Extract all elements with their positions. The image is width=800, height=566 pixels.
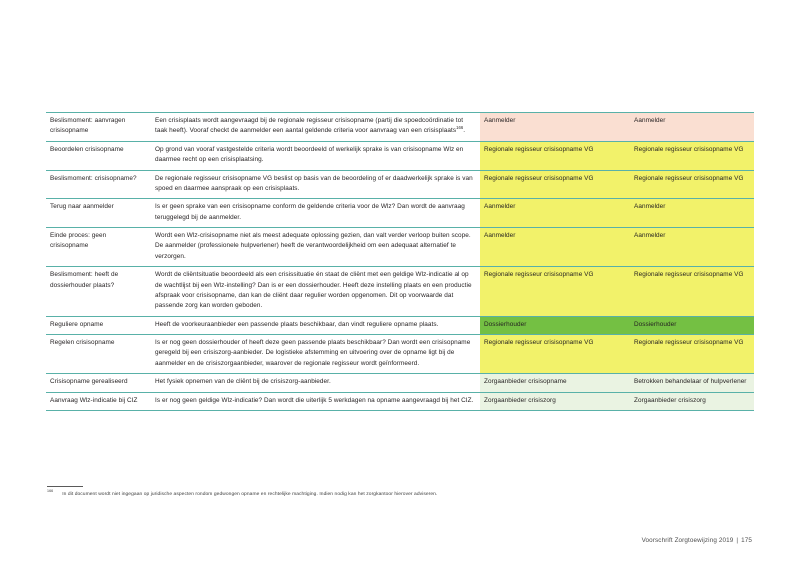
responsible-actor-secondary: Regionale regisseur crisisopname VG	[630, 170, 754, 199]
table-row	[46, 374, 754, 392]
responsible-actor-primary: Regionale regisseur crisisopname VG	[480, 170, 630, 199]
table-row	[46, 316, 754, 334]
footnote	[47, 491, 747, 498]
table-row	[46, 335, 754, 374]
footer-separator: |	[736, 537, 739, 544]
process-step-label: Reguliere opname	[46, 316, 151, 334]
table-row	[46, 141, 754, 170]
responsible-actor-secondary: Aanmelder	[630, 228, 754, 267]
process-step-description	[151, 113, 480, 142]
responsible-actor-primary: Regionale regisseur crisisopname VG	[480, 267, 630, 317]
process-step-label: Beslismoment: aanvragen crisisopname	[46, 113, 151, 142]
description-text: Wordt de cliëntsituatie beoordeeld als een crisissituatie én staat de cliënt met een geldige Wlz-indicatie al op de wachtlijst bij een Wlz-instelling? Dan is er een dossierhouder. Heeft deze instelling plaats en een productie afspraak voor crisisopname, dan kan de cliënt daar regulier worden opgenomen. Dit op voorwaarde dat passende zorg kan worden geboden.	[155, 271, 472, 310]
process-step-description	[151, 374, 480, 392]
responsible-actor-primary: Regionale regisseur crisisopname VG	[480, 335, 630, 374]
page-footer	[642, 537, 752, 544]
description-suffix: .	[463, 127, 466, 135]
responsible-actor-primary: Regionale regisseur crisisopname VG	[480, 141, 630, 170]
description-text: De regionale regisseur crisisopname VG beslist op basis van de beoordeling of er daadwerkelijk sprake is van spoed en daarmee aanspraak op een crisisplaats.	[155, 174, 473, 192]
footnote-separator-rule	[47, 486, 83, 487]
footer-document-title: Voorschrift Zorgtoewijzing 2019	[641, 537, 734, 544]
footnote-marker: 166	[47, 489, 54, 494]
description-text: Op grond van vooraf vastgestelde criteria wordt beoordeeld of werkelijk sprake is van crisisopname Wlz en daarmee recht op een crisisplaatsing.	[155, 145, 464, 164]
description-text: Een crisisplaats wordt aangevraagd bij de regionale regisseur crisisopname (partij die spoedcoördinatie tot taak heeft). Vooraf checkt de aanmelder een aantal geldende criteria voor aanvraag van een crisisplaats	[155, 117, 464, 135]
process-table-container	[46, 112, 754, 411]
description-text: Is er geen sprake van een crisisopname conform de geldende criteria voor de Wlz? Dan wordt de aanvraag teruggelegd bij de aanmelder.	[155, 203, 465, 221]
process-step-label: Regelen crisisopname	[46, 335, 151, 374]
process-step-label: Terug naar aanmelder	[46, 199, 151, 228]
process-step-label: Aanvraag Wlz-indicatie bij CIZ	[46, 392, 151, 410]
process-step-description	[151, 170, 480, 199]
process-step-label: Crisisopname gerealiseerd	[46, 374, 151, 392]
responsible-actor-secondary: Regionale regisseur crisisopname VG	[630, 267, 754, 317]
process-step-description	[151, 199, 480, 228]
footnote-text: In dit document wordt niet ingegaan op juridische aspecten rondom gedwongen opname en rechtelijke machtiging. Indien nodig kan het zorgkantoor hierover adviseren.	[62, 492, 438, 497]
description-text: Heeft de voorkeuraanbieder een passende plaats beschikbaar, dan vindt reguliere opname plaats.	[155, 320, 439, 328]
process-step-label: Beoordelen crisisopname	[46, 141, 151, 170]
responsible-actor-secondary: Zorgaanbieder crisiszorg	[630, 392, 754, 410]
crisis-process-table	[46, 112, 754, 411]
process-step-label: Beslismoment: crisisopname?	[46, 170, 151, 199]
process-step-label: Beslismoment: heeft de dossierhouder plaats?	[46, 267, 151, 317]
process-step-description	[151, 316, 480, 334]
process-step-label: Einde proces: geen crisisopname	[46, 228, 151, 267]
responsible-actor-primary: Aanmelder	[480, 113, 630, 142]
responsible-actor-secondary: Dossierhouder	[630, 316, 754, 334]
responsible-actor-primary: Zorgaanbieder crisiszorg	[480, 392, 630, 410]
responsible-actor-secondary: Regionale regisseur crisisopname VG	[630, 141, 754, 170]
process-step-description	[151, 141, 480, 170]
process-step-description	[151, 267, 480, 317]
responsible-actor-primary: Aanmelder	[480, 228, 630, 267]
process-step-description	[151, 392, 480, 410]
responsible-actor-secondary: Aanmelder	[630, 113, 754, 142]
table-body	[46, 113, 754, 411]
table-row	[46, 170, 754, 199]
description-text: Is er nog geen dossierhouder of heeft deze geen passende plaats beschikbaar? Dan wordt een crisisopname geregeld bij een crisiszorg-aanbieder. De logistieke afstemming en uitvoering over de opname ligt bij de aanmelder en de crisiszorgaanbieder, waarover de regionale regisseur wordt geïnformeerd.	[155, 339, 471, 367]
table-row	[46, 392, 754, 410]
footnote-reference: 166	[456, 125, 464, 131]
responsible-actor-primary: Dossierhouder	[480, 316, 630, 334]
responsible-actor-primary: Aanmelder	[480, 199, 630, 228]
process-step-description	[151, 228, 480, 267]
description-text: Is er nog geen geldige Wlz-indicatie? Dan wordt die uiterlijk 5 werkdagen na opname aangevraagd bij het CIZ.	[155, 396, 474, 404]
responsible-actor-secondary: Regionale regisseur crisisopname VG	[630, 335, 754, 374]
table-row	[46, 113, 754, 142]
description-text: Wordt een Wlz-crisisopname niet als meest adequate oplossing gezien, dan valt verder verloop buiten scope. De aanmelder (professionele hulpverlener) heeft de verantwoordelijkheid om een adequaat alternatief te verzorgen.	[155, 232, 471, 260]
table-row	[46, 199, 754, 228]
process-step-description	[151, 335, 480, 374]
responsible-actor-secondary: Aanmelder	[630, 199, 754, 228]
table-row	[46, 228, 754, 267]
footer-page-number: 175	[741, 537, 752, 544]
description-text: Het fysiek opnemen van de cliënt bij de crisiszorg-aanbieder.	[155, 378, 331, 386]
table-row	[46, 267, 754, 317]
responsible-actor-secondary: Betrokken behandelaar of hulpverlener	[630, 374, 754, 392]
responsible-actor-primary: Zorgaanbieder crisisopname	[480, 374, 630, 392]
